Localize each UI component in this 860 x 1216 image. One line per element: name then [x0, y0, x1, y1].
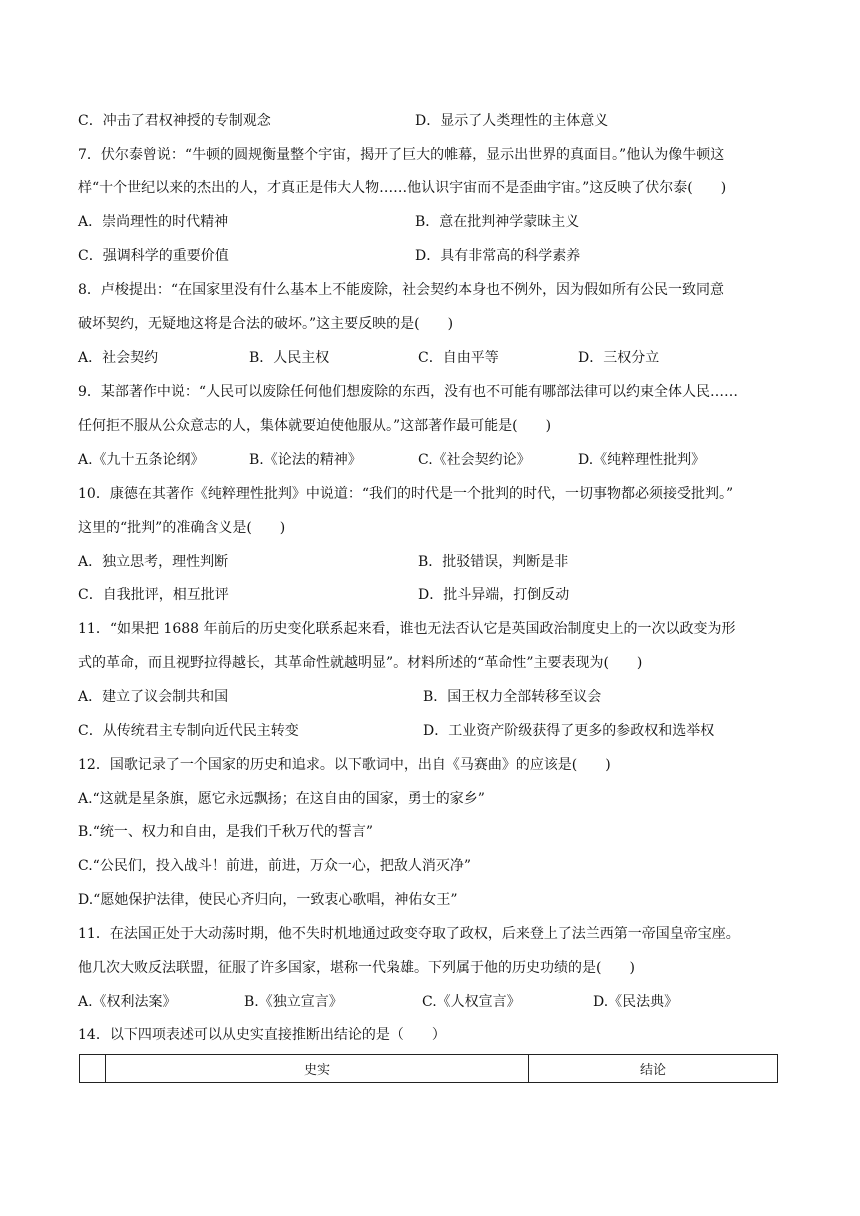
option-d: D．批斗异端，打倒反动 — [418, 587, 570, 603]
option-a: A．独立思考，理性判断 — [78, 554, 229, 570]
option-b: B．批驳错误，判断是非 — [418, 554, 569, 570]
question-stem: 样“十个世纪以来的杰出的人，才真正是伟大人物……他认识宇宙而不是歪曲宇宙。”这反映了伏尔泰( ) — [78, 180, 727, 196]
question-stem: 10．康德在其著作《纯粹理性批判》中说道：“我们的时代是一个批判的时代，一切事物都必须接受批判。” — [78, 486, 734, 502]
question-stem: 这里的“批判”的准确含义是( ) — [78, 520, 286, 536]
question-stem: 7．伏尔泰曾说：“牛顿的圆规衡量整个宇宙，揭开了巨大的帷幕，显示出世界的真面目。”他认为像牛顿这 — [78, 147, 725, 163]
option-c: C．自由平等 — [418, 350, 499, 366]
option-c: C.《社会契约论》 — [418, 452, 531, 468]
option-a: A.“这就是星条旗，愿它永远飘扬；在这自由的国家，勇士的家乡” — [78, 791, 485, 807]
option-b: B.“统一、权力和自由，是我们千秋万代的誓言” — [78, 824, 374, 840]
option-c: C.“公民们，投入战斗！前进，前进，万众一心，把敌人消灭净” — [78, 858, 471, 874]
option-a: A.《权利法案》 — [78, 994, 177, 1010]
question-stem: 8．卢梭提出：“在国家里没有什么基本上不能废除，社会契约本身也不例外，因为假如所有公民一致同意 — [78, 282, 725, 298]
option-d: D．工业资产阶级获得了更多的参政权和选举权 — [423, 723, 715, 739]
option-d: D.《民法典》 — [593, 994, 679, 1010]
option-c: C.《人权宣言》 — [422, 994, 521, 1010]
option-c: C．从传统君主专制向近代民主转变 — [78, 723, 299, 739]
option-a: A．建立了议会制共和国 — [78, 689, 229, 705]
question-stem: 14．以下四项表述可以从史实直接推断出结论的是（ ） — [78, 1027, 446, 1043]
table-header-row — [80, 1055, 778, 1083]
option-d: D．显示了人类理性的主体意义 — [415, 113, 609, 129]
option-b: B．人民主权 — [249, 350, 330, 366]
question-stem: 破坏契约，无疑地这将是合法的破坏。”这主要反映的是( ) — [78, 316, 454, 332]
option-a: A．崇尚理性的时代精神 — [78, 214, 229, 230]
question-stem: 12．国歌记录了一个国家的历史和追求。以下歌词中，出自《马赛曲》的应该是( ) — [78, 757, 611, 773]
option-c: C．冲击了君权神授的专制观念 — [78, 113, 271, 129]
option-c: C．强调科学的重要价值 — [78, 248, 229, 264]
question-stem: 9．某部著作中说：“人民可以废除任何他们想废除的东西，没有也不可能有哪部法律可以约束全体人民…… — [78, 384, 739, 400]
question-stem: 任何拒不服从公众意志的人，集体就要迫使他服从。”这部著作最可能是( ) — [78, 418, 552, 434]
option-b: B．国王权力全部转移至议会 — [423, 689, 602, 705]
facts-conclusion-table — [79, 1054, 778, 1083]
option-b: B.《独立宣言》 — [244, 994, 343, 1010]
option-d: D．具有非常高的科学素养 — [415, 248, 581, 264]
option-d: D.“愿她保护法律，使民心齐归向，一致衷心歌唱，神佑女王” — [78, 892, 458, 908]
question-stem: 11．“如果把 1688 年前后的历史变化联系起来看，谁也无法否认它是英国政治制度史上的一次以政变为形 — [78, 621, 736, 637]
table-header-conclusion: 结论 — [529, 1055, 778, 1083]
option-a: A．社会契约 — [78, 350, 159, 366]
question-stem: 式的革命，而且视野拉得越长，其革命性就越明显”。材料所述的“革命性”主要表现为( ) — [78, 655, 643, 671]
table-header-cell — [80, 1055, 106, 1083]
table-header-facts: 史实 — [106, 1055, 529, 1083]
question-stem: 他几次大败反法联盟，征服了许多国家，堪称一代枭雄。下列属于他的历史功绩的是( ) — [78, 960, 635, 976]
option-c: C．自我批评，相互批评 — [78, 587, 229, 603]
option-a: A.《九十五条论纲》 — [78, 452, 205, 468]
question-stem: 11．在法国正处于大动荡时期，他不失时机地通过政变夺取了政权，后来登上了法兰西第一帝国皇帝宝座。 — [78, 926, 740, 942]
option-d: D．三权分立 — [578, 350, 660, 366]
option-b: B.《论法的精神》 — [249, 452, 362, 468]
option-d: D.《纯粹理性批判》 — [578, 452, 706, 468]
option-b: B．意在批判神学蒙昧主义 — [415, 214, 580, 230]
